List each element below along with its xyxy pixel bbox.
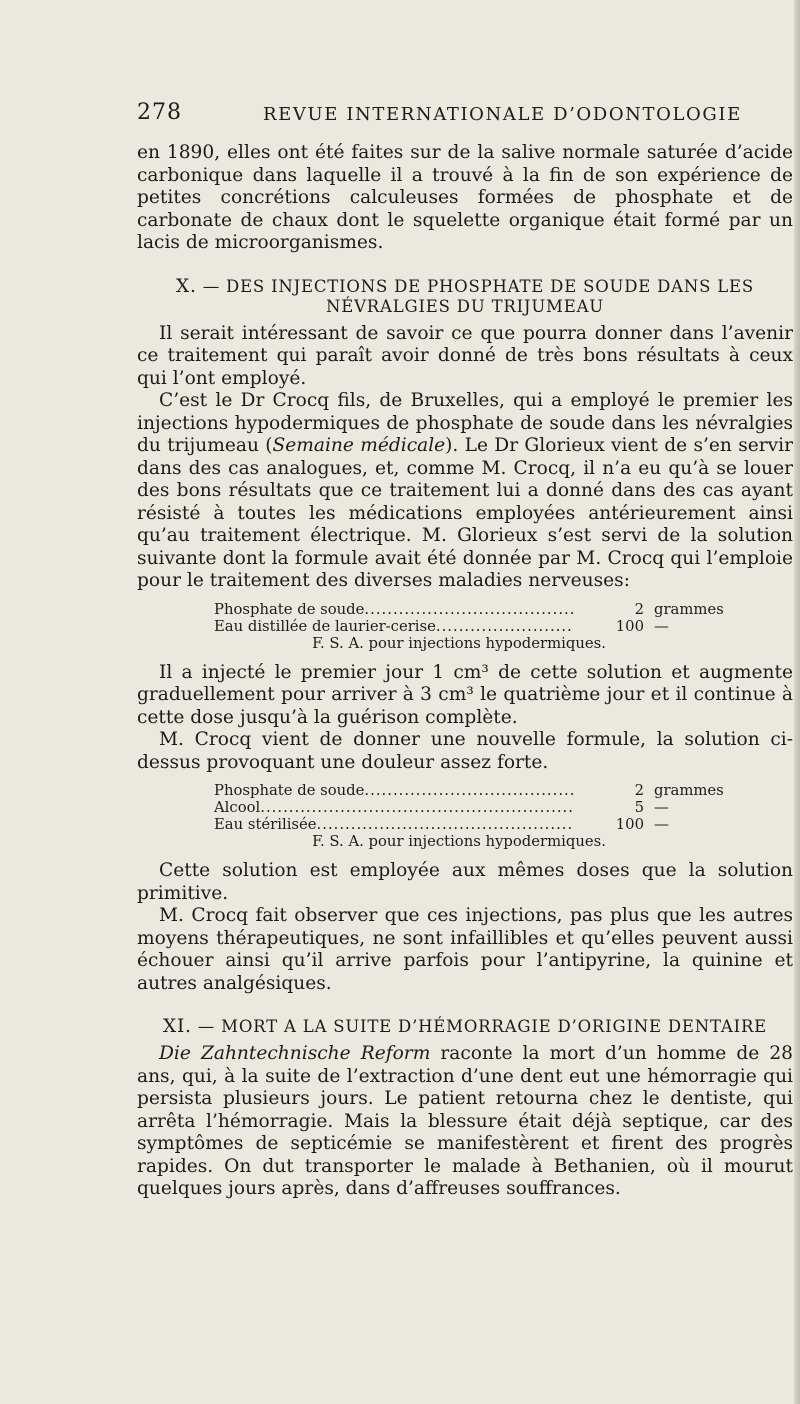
ingredient-unit: grammes xyxy=(654,782,724,799)
text-run: C’est le Dr Crocq fils, de Bruxelles, qui a employé le premier les injections hypodermiques de phosphate de soude dans les névralgies du trijumeau ( xyxy=(137,390,793,456)
page-edge-shadow xyxy=(794,0,800,1404)
ingredient-quantity: 5 xyxy=(634,799,644,816)
ingredient-quantity: 2 xyxy=(634,782,644,799)
paragraph: Il serait intéressant de savoir ce que pourra donner dans l’avenir ce traitement qui paraît avoir donné de très bons résultats à ceux qui l’ont employé. xyxy=(137,322,793,389)
ingredient-unit: — xyxy=(654,617,669,635)
formula-2 xyxy=(214,782,744,850)
ingredient-unit: — xyxy=(654,799,669,816)
section-number: X. xyxy=(175,275,197,297)
section-title: DES INJECTIONS DE PHOSPHATE DE SOUDE DANS LES NÉVRALGIES DU TRIJUMEAU xyxy=(226,276,754,316)
formula-note: F. S. A. pour injections hypodermiques. xyxy=(312,833,606,850)
paragraph: Cette solution est employée aux mêmes doses que la solution primitive. xyxy=(137,860,793,904)
ingredient-name: Alcool xyxy=(214,799,261,816)
section-dash: — xyxy=(197,1017,216,1036)
formula-1 xyxy=(214,601,744,652)
leader-dots xyxy=(317,816,574,833)
leader-dots xyxy=(364,782,574,799)
ingredient-name: Phosphate de soude xyxy=(214,600,365,618)
ingredient-unit: — xyxy=(654,816,669,833)
ingredient-quantity: 2 xyxy=(634,600,644,618)
page-header xyxy=(137,100,777,130)
leader-dots xyxy=(436,618,574,635)
running-title: REVUE INTERNATIONALE D’ODONTOLOGIE xyxy=(263,104,742,125)
body-text xyxy=(137,142,793,1201)
text-run: ). Le Dr Glorieux vient de s’en servir dans des cas analogues, et, comme M. Crocq, il n’a eu qu’à se louer des bons résultats que ce traitement lui a donné dans des cas ayant résisté à toutes les médications employées antérieurement ainsi qu’au traitement électrique. M. Glorieux s’est servi de la solution suivante dont la formule avait été donnée par M. Crocq qui l’emploie pour le traitement des diverses maladies nerveuses: xyxy=(137,435,793,591)
ingredient-name: Eau distillée de laurier-cerise xyxy=(214,617,436,635)
ingredient-quantity: 100 xyxy=(615,816,644,833)
formula-row xyxy=(214,601,744,618)
paragraph: Il a injecté le premier jour 1 cm³ de cette solution et augmente graduellement pour arriver à 3 cm³ le quatrième jour et il continue à cette dose jusqu’à la guérison complète. xyxy=(137,661,793,728)
journal-title: Semaine médicale xyxy=(272,435,446,456)
leader-dots xyxy=(364,601,574,618)
formula-row xyxy=(214,799,744,816)
leader-dots xyxy=(260,799,574,816)
paragraph-intro: en 1890, elles ont été faites sur de la salive normale saturée d’acide carbonique dans laquelle il a trouvé à la fin de son expérience de petites concrétions calculeuses formées de phosphate et de carbonate de chaux dont le squelette organique était formé par un lacis de microorganismes. xyxy=(137,142,793,253)
formula-row xyxy=(214,816,744,833)
paragraph xyxy=(137,1043,793,1201)
page-number: 278 xyxy=(137,100,182,125)
paragraph: M. Crocq fait observer que ces injections, pas plus que les autres moyens thérapeutiques, ne sont infaillibles et qu’elles peuvent aussi échouer ainsi qu’il arrive parfois pour l’antipyrine, la quinine et autres analgésiques. xyxy=(137,905,793,994)
formula-row xyxy=(214,618,744,635)
section-heading-xi xyxy=(137,1017,793,1037)
text-run: raconte la mort d’un homme de 28 ans, qui, à la suite de l’extraction d’une dent eut une hémorragie qui persista plusieurs jours. Le patient retourna chez le dentiste, qui arrêta l’hémorragie. Mais la blessure était déjà septique, car des symptômes de septicémie se manifestèrent et firent des progrès rapides. On dut transporter le malade à Bethanien, où il mourut quelques jours après, dans d’affreuses souffrances. xyxy=(137,1043,793,1199)
formula-row xyxy=(214,782,744,799)
section-dash: — xyxy=(202,276,220,296)
formula-note: F. S. A. pour injections hypodermiques. xyxy=(312,634,606,652)
section-number: XI. xyxy=(162,1016,192,1037)
section-title: MORT A LA SUITE D’HÉMORRAGIE D’ORIGINE DENTAIRE xyxy=(221,1017,768,1036)
journal-title: Die Zahntechnische Reform xyxy=(159,1043,431,1064)
section-heading-x xyxy=(137,277,793,317)
ingredient-unit: grammes xyxy=(654,600,724,618)
ingredient-name: Phosphate de soude xyxy=(214,782,365,799)
paragraph xyxy=(137,390,793,593)
ingredient-quantity: 100 xyxy=(615,617,644,635)
ingredient-name: Eau stérilisée xyxy=(214,816,317,833)
paragraph: M. Crocq vient de donner une nouvelle formule, la solution ci-dessus provoquant une douleur assez forte. xyxy=(137,729,793,773)
